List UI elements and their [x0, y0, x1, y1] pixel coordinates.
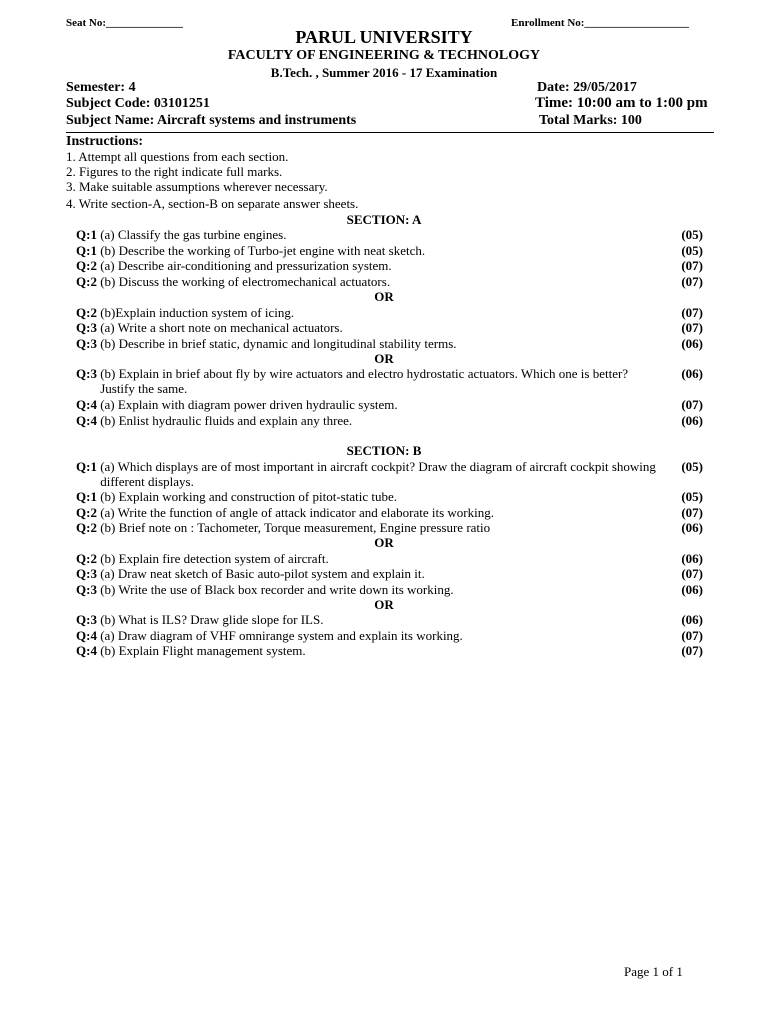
total-marks: Total Marks: 100	[539, 113, 642, 128]
question-row	[76, 413, 706, 428]
question-number: Q:2	[76, 305, 97, 320]
question-marks: (06)	[681, 336, 703, 351]
question-marks: (07)	[681, 566, 703, 581]
question-marks: (05)	[681, 459, 703, 474]
question-row	[76, 566, 706, 581]
question-row	[76, 489, 706, 504]
question-number: Q:2	[76, 551, 97, 566]
question-text: (b) Describe in brief static, dynamic and longitudinal stability terms.	[100, 336, 457, 351]
question-row	[76, 459, 706, 489]
question-number: Q:1	[76, 459, 97, 474]
question-row	[76, 274, 706, 289]
question-text: (b) Describe the working of Turbo-jet engine with neat sketch.	[100, 243, 426, 258]
question-row	[76, 227, 706, 242]
question-marks: (05)	[681, 227, 703, 242]
question-row	[76, 305, 706, 320]
semester: Semester: 4	[66, 80, 136, 95]
question-marks: (06)	[681, 551, 703, 566]
question-number: Q:1	[76, 227, 97, 242]
question-text: (b) Brief note on : Tachometer, Torque measurement, Engine pressure ratio	[100, 520, 491, 535]
page-number: Page 1 of 1	[624, 964, 683, 979]
question-number: Q:4	[76, 413, 97, 428]
section-a-heading: SECTION: A	[346, 212, 422, 227]
instructions-heading: Instructions:	[66, 134, 144, 149]
section-b-heading: SECTION: B	[346, 443, 422, 458]
question-text: (a) Draw neat sketch of Basic auto-pilot system and explain it.	[100, 566, 425, 581]
question-number: Q:2	[76, 505, 97, 520]
instruction-item: 3. Make suitable assumptions wherever necessary.	[66, 179, 328, 194]
question-row	[76, 628, 706, 643]
instruction-item: 4. Write section-A, section-B on separate answer sheets.	[66, 196, 359, 211]
question-number: Q:3	[76, 566, 97, 581]
question-text: (b) What is ILS? Draw glide slope for ILS.	[100, 612, 324, 627]
or-separator: OR	[374, 351, 394, 366]
question-row	[76, 258, 706, 273]
subject-name: Subject Name: Aircraft systems and instruments	[66, 113, 357, 128]
question-marks: (07)	[681, 274, 703, 289]
question-text: (b) Discuss the working of electromechanical actuators.	[100, 274, 391, 289]
question-marks: (06)	[681, 582, 703, 597]
question-text: (b) Explain in brief about fly by wire actuators and electro hydrostatic actuators. Which one is better? Justify the same.	[100, 366, 629, 396]
question-number: Q:4	[76, 397, 97, 412]
faculty-name: FACULTY OF ENGINEERING & TECHNOLOGY	[227, 48, 541, 63]
question-number: Q:2	[76, 520, 97, 535]
question-text: (a) Explain with diagram power driven hydraulic system.	[100, 397, 398, 412]
question-row	[76, 505, 706, 520]
instruction-item: 2. Figures to the right indicate full marks.	[66, 164, 283, 179]
question-number: Q:4	[76, 643, 97, 658]
question-text: (b) Explain fire detection system of aircraft.	[100, 551, 329, 566]
exam-time: Time: 10:00 am to 1:00 pm	[535, 95, 708, 111]
question-number: Q:3	[76, 336, 97, 351]
question-marks: (07)	[681, 258, 703, 273]
or-separator: OR	[374, 289, 394, 304]
enrollment-number-field: Enrollment No:___________________	[511, 17, 689, 29]
question-text: (b)Explain induction system of icing.	[100, 305, 295, 320]
question-text: (a) Write the function of angle of attack indicator and elaborate its working.	[100, 505, 494, 520]
subject-code: Subject Code: 03101251	[66, 96, 210, 111]
question-marks: (06)	[681, 520, 703, 535]
question-number: Q:1	[76, 489, 97, 504]
question-row	[76, 520, 706, 535]
question-marks: (06)	[681, 612, 703, 627]
question-text: (b) Write the use of Black box recorder and write down its working.	[100, 582, 454, 597]
question-number: Q:2	[76, 258, 97, 273]
instruction-item: 1. Attempt all questions from each section.	[66, 149, 289, 164]
question-text: (a) Classify the gas turbine engines.	[100, 227, 287, 242]
question-number: Q:3	[76, 320, 97, 335]
question-row	[76, 582, 706, 597]
question-row	[76, 551, 706, 566]
question-number: Q:2	[76, 274, 97, 289]
question-marks: (07)	[681, 505, 703, 520]
question-text: (b) Explain working and construction of pitot-static tube.	[100, 489, 397, 504]
university-title: PARUL UNIVERSITY	[295, 27, 473, 47]
question-marks: (07)	[681, 643, 703, 658]
question-marks: (07)	[681, 628, 703, 643]
or-separator: OR	[374, 597, 394, 612]
question-text: (a) Draw diagram of VHF omnirange system and explain its working.	[100, 628, 463, 643]
question-marks: (07)	[681, 397, 703, 412]
question-row	[76, 643, 706, 658]
question-row	[76, 612, 706, 627]
question-marks: (05)	[681, 243, 703, 258]
header-divider	[66, 132, 714, 133]
question-number: Q:3	[76, 582, 97, 597]
question-number: Q:3	[76, 612, 97, 627]
question-text: (b) Explain Flight management system.	[100, 643, 306, 658]
question-marks: (06)	[681, 413, 703, 428]
question-marks: (06)	[681, 366, 703, 381]
seat-number-field: Seat No:______________	[66, 17, 184, 29]
question-row	[76, 366, 706, 396]
exam-date: Date: 29/05/2017	[537, 80, 637, 95]
or-separator: OR	[374, 535, 394, 550]
question-text: (a) Write a short note on mechanical actuators.	[100, 320, 343, 335]
question-marks: (05)	[681, 489, 703, 504]
question-text: (a) Describe air-conditioning and pressurization system.	[100, 258, 392, 273]
question-number: Q:3	[76, 366, 97, 381]
question-row	[76, 320, 706, 335]
question-text: (a) Which displays are of most important in aircraft cockpit? Draw the diagram of aircraft cockpit showing different displays.	[100, 459, 656, 489]
question-marks: (07)	[681, 320, 703, 335]
question-row	[76, 243, 706, 258]
question-row	[76, 397, 706, 412]
exam-name: B.Tech. , Summer 2016 - 17 Examination	[270, 65, 498, 80]
question-text: (b) Enlist hydraulic fluids and explain any three.	[100, 413, 353, 428]
question-marks: (07)	[681, 305, 703, 320]
question-row	[76, 336, 706, 351]
question-number: Q:1	[76, 243, 97, 258]
question-number: Q:4	[76, 628, 97, 643]
